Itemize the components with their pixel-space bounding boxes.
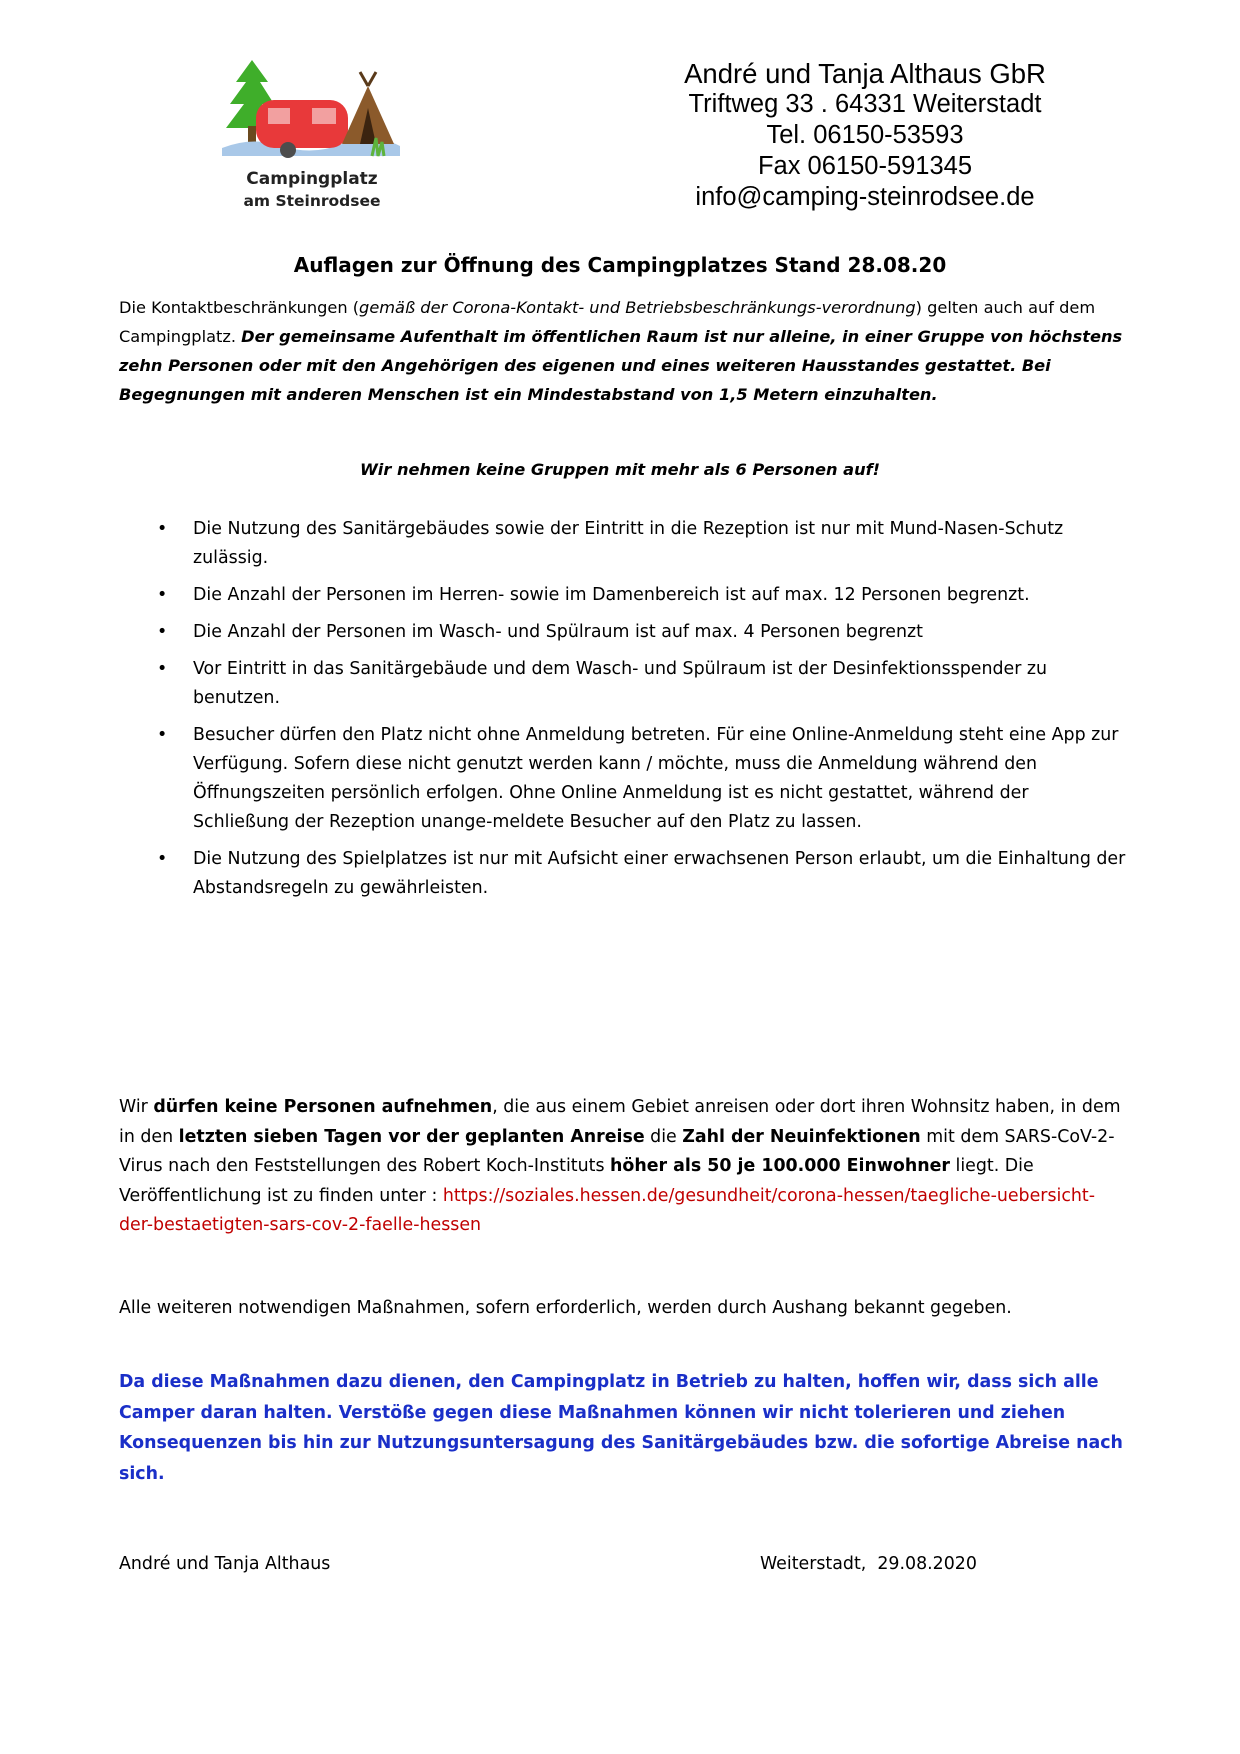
rule-text: Vor Eintritt in das Sanitärgebäude und dem Wasch- und Spülraum ist der Desinfektionsspender zu benutzen.: [193, 659, 1048, 708]
rule-item: [157, 515, 1127, 573]
rule-item: [157, 655, 1127, 713]
intro-lead: Die Kontaktbeschränkungen (: [119, 298, 360, 317]
intro-regulation: gemäß der Corona-Kontakt- und Betriebsbeschränkungs-verordnung: [359, 298, 916, 317]
bullet: •: [157, 725, 168, 745]
rule-text: Die Nutzung des Spielplatzes ist nur mit Aufsicht einer erwachsenen Person erlaubt, um die Einhaltung der Abstandsregeln zu gewährleisten.: [193, 849, 1126, 898]
rule-text: Die Anzahl der Personen im Herren- sowie im Damenbereich ist auf max. 12 Personen begrenzt.: [193, 585, 1030, 605]
travel-bold-3: Zahl der Neuinfektionen: [682, 1126, 921, 1147]
company-address-block: [620, 58, 1110, 213]
company-name: André und Tanja Althaus GbR: [684, 58, 1046, 89]
intro-emphasis: Der gemeinsame Aufenthalt im öffentlichen Raum ist nur alleine, in einer Gruppe von höchstens zehn Personen oder mit den Angehörigen des eigenen und eines weiteren Hausstandes gestattet. Bei Begegnungen mit anderen Menschen ist ein Mindestabstand von 1,5 Metern einzuhalten.: [119, 327, 1123, 404]
travel-text-4: mit dem SARS-CoV-2-Virus nach den Feststellungen des Robert Koch-Instituts: [119, 1126, 1115, 1176]
bullet: •: [157, 849, 168, 869]
bullet: •: [157, 519, 168, 539]
company-address: Triftweg 33 . 64331 Weiterstadt: [688, 90, 1042, 118]
bullet: •: [157, 622, 168, 642]
bullet: •: [157, 659, 168, 679]
travel-bold-4: höher als 50 je 100.000 Einwohner: [610, 1156, 950, 1176]
notice-paragraph: Alle weiteren notwendigen Maßnahmen, sofern erforderlich, werden durch Aushang bekannt gegeben.: [119, 1298, 1012, 1318]
travel-bold-2: letzten sieben Tagen vor der geplanten Anreise: [178, 1126, 645, 1147]
rule-item: [157, 721, 1127, 837]
travel-text-3: die: [644, 1126, 683, 1147]
rule-text: Die Nutzung des Sanitärgebäudes sowie der Eintritt in die Rezeption ist nur mit Mund-Nasen-Schutz zulässig.: [193, 519, 1064, 568]
company-email: info@camping-steinrodsee.de: [695, 183, 1035, 211]
rule-text: Besucher dürfen den Platz nicht ohne Anmeldung betreten. Für eine Online-Anmeldung steht eine App zur Verfügung. Sofern diese nicht genutzt werden kann / möchte, muss die Anmeldung während den Öffnungszeiten persönlich erfolgen. Ohne Online Anmeldung ist es nicht gestattet, während der Schließung der Rezeption unange-meldete Besucher auf den Platz zu lassen.: [193, 725, 1119, 832]
signature-place-date: Weiterstadt, 29.08.2020: [760, 1554, 977, 1574]
rule-item: [157, 618, 1127, 647]
rule-item: [157, 581, 1127, 610]
rule-text: Die Anzahl der Personen im Wasch- und Spülraum ist auf max. 4 Personen begrenzt: [193, 622, 923, 642]
document-title: Auflagen zur Öffnung des Campingplatzes Stand 28.08.20: [293, 253, 947, 277]
rules-list: [157, 515, 1127, 903]
company-phone: Tel. 06150-53593: [766, 121, 964, 149]
closing-paragraph: Da diese Maßnahmen dazu dienen, den Campingplatz in Betrieb zu halten, hoffen wir, dass sich alle Camper daran halten. Verstöße gegen diese Maßnahmen können wir nicht tolerieren und ziehen Konsequenzen bis hin zur Nutzungsuntersagung des Sanitärgebäudes bzw. die sofortige Abreise nach sich.: [119, 1372, 1123, 1484]
campground-logo: [222, 56, 402, 216]
intro-lead-end: ): [915, 298, 922, 317]
signature-name: André und Tanja Althaus: [119, 1554, 331, 1574]
travel-text-2: , die aus einem Gebiet anreisen oder dort ihren Wohnsitz haben, in dem in den: [119, 1097, 1121, 1147]
travel-restriction-paragraph: [119, 1093, 1129, 1241]
travel-text-1: Wir: [119, 1097, 154, 1117]
company-fax: Fax 06150-591345: [757, 152, 973, 180]
campground-logo-graphic: [222, 56, 402, 176]
logo-line-1: Campingplatz: [246, 169, 378, 189]
hessen-statistics-link[interactable]: https://soziales.hessen.de/gesundheit/corona-hessen/taegliche-uebersicht-der-bestaetigten-sars-cov-2-faelle-hessen: [119, 1185, 1096, 1235]
bullet: •: [157, 585, 168, 605]
group-limit-note: Wir nehmen keine Gruppen mit mehr als 6 Personen auf!: [359, 460, 881, 479]
logo-line-2: am Steinrodsee: [243, 192, 381, 210]
travel-text-5: liegt. Die Veröffentlichung ist zu finden unter :: [119, 1156, 1034, 1206]
intro-paragraph: [119, 293, 1129, 409]
rule-item: [157, 845, 1127, 903]
intro-middle: gelten auch auf dem Campingplatz.: [119, 298, 1096, 346]
travel-bold-1: dürfen keine Personen aufnehmen: [153, 1097, 493, 1117]
